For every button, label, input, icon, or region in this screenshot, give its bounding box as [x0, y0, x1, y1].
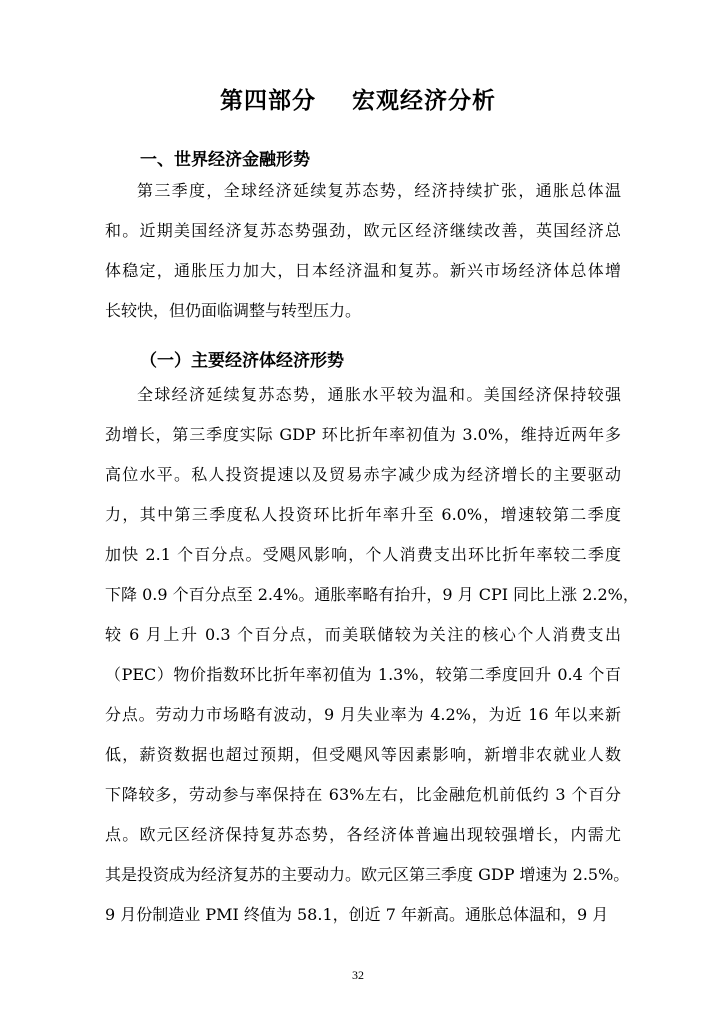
- paragraph-line: 力，其中第三季度私人投资环比折年率升至 6.0%，增速较第二季度: [105, 505, 621, 524]
- paragraph-line: 体稳定，通胀压力加大，日本经济温和复苏。新兴市场经济体总体增: [105, 261, 621, 280]
- page-number: 32: [352, 968, 364, 982]
- paragraph-line: 全球经济延续复苏态势，通胀水平较为温和。美国经济保持较强: [137, 385, 621, 404]
- paragraph-line: 点。欧元区经济保持复苏态势，各经济体普遍出现较强增长，内需尤: [105, 825, 621, 844]
- paragraph-line: 其是投资成为经济复苏的主要动力。欧元区第三季度 GDP 增速为 2.5%。: [105, 865, 630, 884]
- page-title: 第四部分 宏观经济分析: [219, 88, 497, 114]
- paragraph-line: 第三季度，全球经济延续复苏态势，经济持续扩张，通胀总体温: [137, 181, 621, 200]
- subsection-heading-major-economies: （一）主要经济体经济形势: [140, 351, 344, 371]
- section-heading-world-economy: 一、世界经济金融形势: [140, 150, 310, 170]
- paragraph-line: 下降较多，劳动参与率保持在 63%左右，比金融危机前低约 3 个百分: [105, 785, 621, 804]
- paragraph-line: 下降 0.9 个百分点至 2.4%。通胀率略有抬升，9 月 CPI 同比上涨 2.2%，: [105, 585, 639, 604]
- paragraph-line: （PEC）物价指数环比折年率初值为 1.3%，较第二季度回升 0.4 个百: [105, 665, 621, 684]
- paragraph-line: 长较快，但仍面临调整与转型压力。: [105, 301, 362, 320]
- paragraph-line: 加快 2.1 个百分点。受飓风影响，个人消费支出环比折年率较二季度: [105, 545, 621, 564]
- paragraph-line: 劲增长，第三季度实际 GDP 环比折年率初值为 3.0%，维持近两年多: [105, 425, 621, 444]
- paragraph-line: 较 6 月上升 0.3 个百分点，而美联储较为关注的核心个人消费支出: [105, 625, 621, 644]
- paragraph-line: 9 月份制造业 PMI 终值为 58.1，创近 7 年新高。通胀总体温和，9 月: [105, 905, 609, 924]
- paragraph-line: 低，薪资数据也超过预期，但受飓风等因素影响，新增非农就业人数: [105, 745, 621, 764]
- paragraph-line: 分点。劳动力市场略有波动，9 月失业率为 4.2%，为近 16 年以来新: [105, 705, 621, 724]
- paragraph-line: 和。近期美国经济复苏态势强劲，欧元区经济继续改善，英国经济总: [105, 221, 621, 240]
- paragraph-line: 高位水平。私人投资提速以及贸易赤字减少成为经济增长的主要驱动: [105, 465, 621, 484]
